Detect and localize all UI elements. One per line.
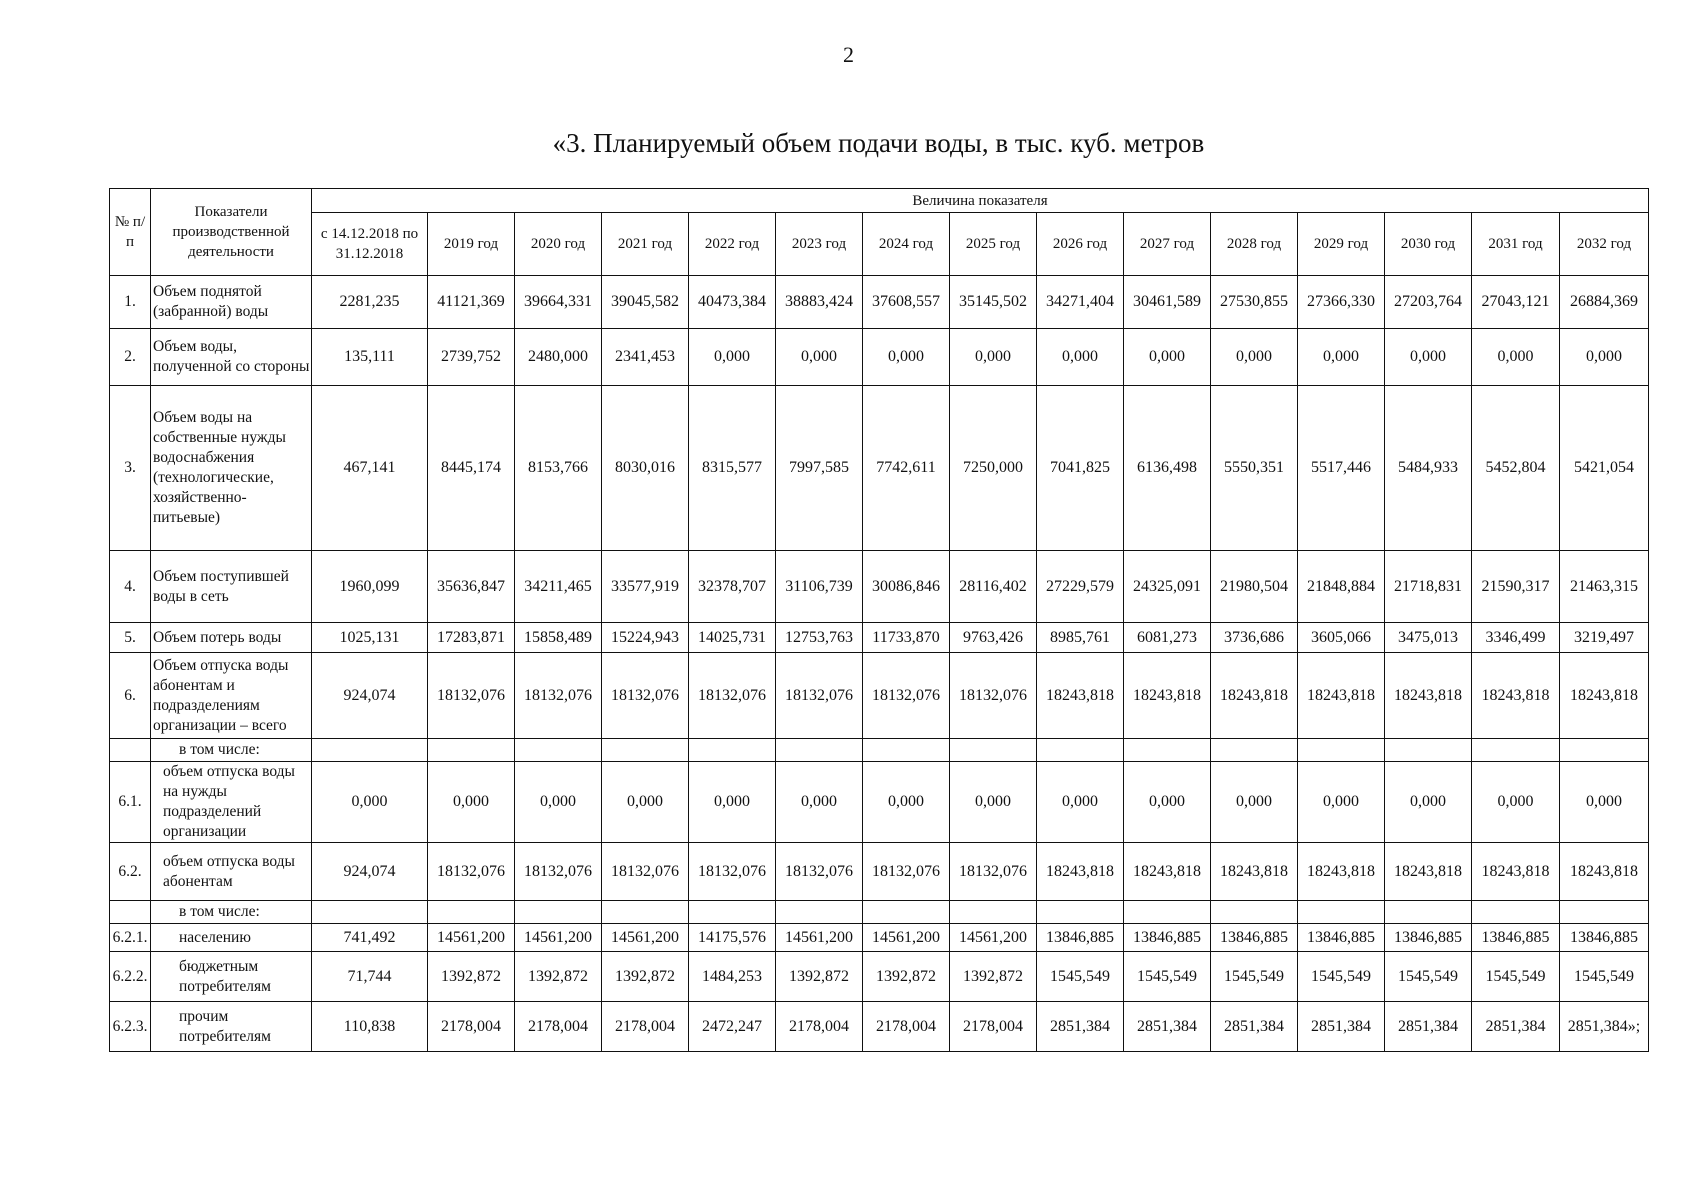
value-cell: 18132,076 bbox=[863, 843, 950, 901]
value-cell: 13846,885 bbox=[1298, 924, 1385, 952]
value-cell: 35636,847 bbox=[428, 551, 515, 623]
value-cell bbox=[1560, 739, 1649, 762]
value-cell: 2851,384 bbox=[1385, 1002, 1472, 1052]
value-cell bbox=[689, 901, 776, 924]
header-period: 2032 год bbox=[1560, 213, 1649, 276]
value-cell: 2178,004 bbox=[863, 1002, 950, 1052]
value-cell: 15224,943 bbox=[602, 623, 689, 653]
value-cell: 0,000 bbox=[1560, 762, 1649, 843]
value-cell: 5517,446 bbox=[1298, 386, 1385, 551]
value-cell: 18243,818 bbox=[1298, 843, 1385, 901]
value-cell: 2178,004 bbox=[515, 1002, 602, 1052]
value-cell bbox=[689, 739, 776, 762]
value-cell: 14561,200 bbox=[776, 924, 863, 952]
value-cell bbox=[1037, 901, 1124, 924]
value-cell bbox=[1560, 901, 1649, 924]
row-label: Объем поднятой (забранной) воды bbox=[151, 276, 312, 329]
value-cell: 2281,235 bbox=[312, 276, 428, 329]
value-cell: 27203,764 bbox=[1385, 276, 1472, 329]
header-period: 2019 год bbox=[428, 213, 515, 276]
value-cell: 2472,247 bbox=[689, 1002, 776, 1052]
value-cell bbox=[950, 739, 1037, 762]
header-period: 2022 год bbox=[689, 213, 776, 276]
header-period: с 14.12.2018 по 31.12.2018 bbox=[312, 213, 428, 276]
value-cell: 37608,557 bbox=[863, 276, 950, 329]
value-cell: 18132,076 bbox=[950, 653, 1037, 739]
table-row bbox=[110, 551, 1649, 623]
value-cell: 18243,818 bbox=[1472, 843, 1560, 901]
value-cell: 110,838 bbox=[312, 1002, 428, 1052]
value-cell: 8153,766 bbox=[515, 386, 602, 551]
table-row bbox=[110, 952, 1649, 1002]
value-cell: 1545,549 bbox=[1560, 952, 1649, 1002]
value-cell: 27229,579 bbox=[1037, 551, 1124, 623]
table-row bbox=[110, 762, 1649, 843]
value-cell: 18243,818 bbox=[1472, 653, 1560, 739]
value-cell: 18243,818 bbox=[1385, 653, 1472, 739]
value-cell bbox=[428, 739, 515, 762]
value-cell: 0,000 bbox=[1211, 329, 1298, 386]
header-period: 2023 год bbox=[776, 213, 863, 276]
row-label: населению bbox=[151, 924, 312, 952]
value-cell: 21848,884 bbox=[1298, 551, 1385, 623]
value-cell: 18243,818 bbox=[1298, 653, 1385, 739]
value-cell: 7742,611 bbox=[863, 386, 950, 551]
value-cell: 0,000 bbox=[689, 762, 776, 843]
value-cell: 1545,549 bbox=[1298, 952, 1385, 1002]
value-cell: 18243,818 bbox=[1211, 843, 1298, 901]
value-cell: 21463,315 bbox=[1560, 551, 1649, 623]
value-cell: 135,111 bbox=[312, 329, 428, 386]
value-cell: 1392,872 bbox=[950, 952, 1037, 1002]
row-number: 6.2. bbox=[110, 843, 151, 901]
row-number: 3. bbox=[110, 386, 151, 551]
value-cell bbox=[1211, 901, 1298, 924]
value-cell: 8445,174 bbox=[428, 386, 515, 551]
value-cell: 18132,076 bbox=[863, 653, 950, 739]
value-cell: 924,074 bbox=[312, 653, 428, 739]
value-cell: 31106,739 bbox=[776, 551, 863, 623]
value-cell: 1545,549 bbox=[1037, 952, 1124, 1002]
value-cell bbox=[863, 739, 950, 762]
row-number: 6.1. bbox=[110, 762, 151, 843]
value-cell: 14025,731 bbox=[689, 623, 776, 653]
value-cell: 18243,818 bbox=[1211, 653, 1298, 739]
value-cell: 21590,317 bbox=[1472, 551, 1560, 623]
value-cell: 0,000 bbox=[1124, 762, 1211, 843]
row-number: 6.2.3. bbox=[110, 1002, 151, 1052]
value-cell: 1545,549 bbox=[1124, 952, 1211, 1002]
header-period: 2028 год bbox=[1211, 213, 1298, 276]
value-cell: 13846,885 bbox=[1037, 924, 1124, 952]
value-cell: 0,000 bbox=[1560, 329, 1649, 386]
value-cell bbox=[515, 901, 602, 924]
value-cell bbox=[1124, 739, 1211, 762]
row-label: Объем потерь воды bbox=[151, 623, 312, 653]
value-cell: 18132,076 bbox=[428, 843, 515, 901]
value-cell: 27366,330 bbox=[1298, 276, 1385, 329]
value-cell: 11733,870 bbox=[863, 623, 950, 653]
value-cell: 1392,872 bbox=[602, 952, 689, 1002]
value-cell: 32378,707 bbox=[689, 551, 776, 623]
value-cell bbox=[602, 739, 689, 762]
value-cell: 2851,384 bbox=[1124, 1002, 1211, 1052]
value-cell: 0,000 bbox=[1124, 329, 1211, 386]
value-cell: 18243,818 bbox=[1124, 843, 1211, 901]
row-number: 6. bbox=[110, 653, 151, 739]
value-cell: 18132,076 bbox=[602, 653, 689, 739]
row-number bbox=[110, 739, 151, 762]
water-supply-table bbox=[109, 188, 1649, 1052]
header-period: 2024 год bbox=[863, 213, 950, 276]
value-cell: 18132,076 bbox=[689, 843, 776, 901]
header-period: 2031 год bbox=[1472, 213, 1560, 276]
value-cell: 14561,200 bbox=[515, 924, 602, 952]
value-cell: 28116,402 bbox=[950, 551, 1037, 623]
value-cell bbox=[1472, 901, 1560, 924]
value-cell: 2341,453 bbox=[602, 329, 689, 386]
row-label: объем отпуска воды на нужды подразделений организации bbox=[151, 762, 312, 843]
value-cell: 0,000 bbox=[1298, 329, 1385, 386]
value-cell: 15858,489 bbox=[515, 623, 602, 653]
table-row bbox=[110, 739, 1649, 762]
value-cell: 1392,872 bbox=[776, 952, 863, 1002]
header-period: 2030 год bbox=[1385, 213, 1472, 276]
value-cell: 3475,013 bbox=[1385, 623, 1472, 653]
header-period: 2027 год bbox=[1124, 213, 1211, 276]
value-cell: 0,000 bbox=[602, 762, 689, 843]
value-cell: 13846,885 bbox=[1560, 924, 1649, 952]
value-cell: 1025,131 bbox=[312, 623, 428, 653]
value-cell: 18243,818 bbox=[1037, 653, 1124, 739]
value-cell: 13846,885 bbox=[1124, 924, 1211, 952]
value-cell: 6081,273 bbox=[1124, 623, 1211, 653]
value-cell: 30461,589 bbox=[1124, 276, 1211, 329]
value-cell bbox=[1211, 739, 1298, 762]
value-cell: 40473,384 bbox=[689, 276, 776, 329]
value-cell: 2178,004 bbox=[602, 1002, 689, 1052]
value-cell: 1545,549 bbox=[1211, 952, 1298, 1002]
value-cell bbox=[1385, 739, 1472, 762]
value-cell: 2851,384 bbox=[1037, 1002, 1124, 1052]
value-cell: 0,000 bbox=[1211, 762, 1298, 843]
value-cell: 0,000 bbox=[1037, 329, 1124, 386]
value-cell: 0,000 bbox=[428, 762, 515, 843]
value-cell: 2851,384 bbox=[1211, 1002, 1298, 1052]
value-cell: 18243,818 bbox=[1037, 843, 1124, 901]
value-cell: 0,000 bbox=[1385, 329, 1472, 386]
value-cell: 14175,576 bbox=[689, 924, 776, 952]
value-cell: 0,000 bbox=[776, 329, 863, 386]
value-cell bbox=[1298, 901, 1385, 924]
value-cell: 0,000 bbox=[515, 762, 602, 843]
row-label: Объем отпуска воды абонентам и подразделениям организации – всего bbox=[151, 653, 312, 739]
value-cell: 18132,076 bbox=[428, 653, 515, 739]
table-row bbox=[110, 901, 1649, 924]
header-num: № п/п bbox=[110, 189, 151, 276]
value-cell: 27530,855 bbox=[1211, 276, 1298, 329]
value-cell: 467,141 bbox=[312, 386, 428, 551]
value-cell: 0,000 bbox=[1472, 329, 1560, 386]
value-cell: 18132,076 bbox=[776, 653, 863, 739]
value-cell: 0,000 bbox=[863, 329, 950, 386]
value-cell bbox=[602, 901, 689, 924]
value-cell: 2851,384 bbox=[1298, 1002, 1385, 1052]
value-cell bbox=[312, 901, 428, 924]
value-cell: 1484,253 bbox=[689, 952, 776, 1002]
value-cell: 21980,504 bbox=[1211, 551, 1298, 623]
value-cell bbox=[863, 901, 950, 924]
value-cell: 0,000 bbox=[1037, 762, 1124, 843]
header-period: 2029 год bbox=[1298, 213, 1385, 276]
value-cell: 41121,369 bbox=[428, 276, 515, 329]
value-cell: 18132,076 bbox=[602, 843, 689, 901]
value-cell: 9763,426 bbox=[950, 623, 1037, 653]
value-cell: 2178,004 bbox=[428, 1002, 515, 1052]
value-cell: 12753,763 bbox=[776, 623, 863, 653]
value-cell bbox=[1385, 901, 1472, 924]
value-cell bbox=[776, 901, 863, 924]
value-cell: 21718,831 bbox=[1385, 551, 1472, 623]
value-cell: 0,000 bbox=[1298, 762, 1385, 843]
header-indicators: Показатели производственной деятельности bbox=[151, 189, 312, 276]
value-cell bbox=[1298, 739, 1385, 762]
value-cell: 34271,404 bbox=[1037, 276, 1124, 329]
row-label: Объем воды, полученной со стороны bbox=[151, 329, 312, 386]
header-period: 2020 год bbox=[515, 213, 602, 276]
value-cell: 14561,200 bbox=[428, 924, 515, 952]
value-cell: 5550,351 bbox=[1211, 386, 1298, 551]
value-cell: 2739,752 bbox=[428, 329, 515, 386]
value-cell bbox=[1037, 739, 1124, 762]
value-cell: 39664,331 bbox=[515, 276, 602, 329]
header-value-group: Величина показателя bbox=[312, 189, 1649, 213]
value-cell bbox=[1124, 901, 1211, 924]
row-number: 6.2.1. bbox=[110, 924, 151, 952]
row-number: 2. bbox=[110, 329, 151, 386]
value-cell: 26884,369 bbox=[1560, 276, 1649, 329]
value-cell: 35145,502 bbox=[950, 276, 1037, 329]
value-cell: 18243,818 bbox=[1124, 653, 1211, 739]
table-row bbox=[110, 329, 1649, 386]
row-label: в том числе: bbox=[151, 739, 312, 762]
value-cell: 17283,871 bbox=[428, 623, 515, 653]
value-cell: 924,074 bbox=[312, 843, 428, 901]
value-cell: 24325,091 bbox=[1124, 551, 1211, 623]
value-cell: 13846,885 bbox=[1472, 924, 1560, 952]
value-cell: 5421,054 bbox=[1560, 386, 1649, 551]
value-cell: 38883,424 bbox=[776, 276, 863, 329]
value-cell: 0,000 bbox=[863, 762, 950, 843]
value-cell: 741,492 bbox=[312, 924, 428, 952]
value-cell: 1545,549 bbox=[1385, 952, 1472, 1002]
value-cell: 18243,818 bbox=[1385, 843, 1472, 901]
header-period: 2025 год bbox=[950, 213, 1037, 276]
table-row bbox=[110, 623, 1649, 653]
value-cell: 0,000 bbox=[689, 329, 776, 386]
value-cell: 2178,004 bbox=[950, 1002, 1037, 1052]
table-row bbox=[110, 386, 1649, 551]
row-number: 5. bbox=[110, 623, 151, 653]
value-cell: 3605,066 bbox=[1298, 623, 1385, 653]
value-cell bbox=[515, 739, 602, 762]
value-cell: 18243,818 bbox=[1560, 843, 1649, 901]
row-number: 4. bbox=[110, 551, 151, 623]
header-period: 2026 год bbox=[1037, 213, 1124, 276]
table-row bbox=[110, 843, 1649, 901]
value-cell: 1392,872 bbox=[428, 952, 515, 1002]
value-cell: 5452,804 bbox=[1472, 386, 1560, 551]
value-cell bbox=[950, 901, 1037, 924]
value-cell bbox=[776, 739, 863, 762]
value-cell: 18132,076 bbox=[776, 843, 863, 901]
value-cell bbox=[1472, 739, 1560, 762]
row-label: в том числе: bbox=[151, 901, 312, 924]
value-cell: 3219,497 bbox=[1560, 623, 1649, 653]
value-cell: 0,000 bbox=[950, 329, 1037, 386]
table-row bbox=[110, 1002, 1649, 1052]
value-cell: 0,000 bbox=[1472, 762, 1560, 843]
value-cell: 8315,577 bbox=[689, 386, 776, 551]
value-cell: 33577,919 bbox=[602, 551, 689, 623]
row-number bbox=[110, 901, 151, 924]
value-cell: 1392,872 bbox=[863, 952, 950, 1002]
row-label: Объем воды на собственные нужды водоснабжения (технологические, хозяйственно-питьевые) bbox=[151, 386, 312, 551]
row-label: бюджетным потребителям bbox=[151, 952, 312, 1002]
row-label: прочим потребителям bbox=[151, 1002, 312, 1052]
value-cell: 30086,846 bbox=[863, 551, 950, 623]
value-cell: 34211,465 bbox=[515, 551, 602, 623]
value-cell: 3346,499 bbox=[1472, 623, 1560, 653]
value-cell: 1960,099 bbox=[312, 551, 428, 623]
value-cell: 5484,933 bbox=[1385, 386, 1472, 551]
value-cell bbox=[428, 901, 515, 924]
value-cell: 6136,498 bbox=[1124, 386, 1211, 551]
value-cell: 0,000 bbox=[312, 762, 428, 843]
value-cell: 8985,761 bbox=[1037, 623, 1124, 653]
value-cell: 14561,200 bbox=[602, 924, 689, 952]
page-number: 2 bbox=[843, 42, 854, 67]
row-number: 1. bbox=[110, 276, 151, 329]
value-cell: 18132,076 bbox=[515, 653, 602, 739]
value-cell: 1392,872 bbox=[515, 952, 602, 1002]
value-cell bbox=[312, 739, 428, 762]
value-cell: 2178,004 bbox=[776, 1002, 863, 1052]
value-cell: 13846,885 bbox=[1211, 924, 1298, 952]
table-row bbox=[110, 276, 1649, 329]
table-row bbox=[110, 653, 1649, 739]
value-cell: 71,744 bbox=[312, 952, 428, 1002]
header-period: 2021 год bbox=[602, 213, 689, 276]
value-cell: 14561,200 bbox=[863, 924, 950, 952]
value-cell: 18132,076 bbox=[689, 653, 776, 739]
row-number: 6.2.2. bbox=[110, 952, 151, 1002]
value-cell: 7250,000 bbox=[950, 386, 1037, 551]
value-cell: 27043,121 bbox=[1472, 276, 1560, 329]
value-cell: 2480,000 bbox=[515, 329, 602, 386]
value-cell: 3736,686 bbox=[1211, 623, 1298, 653]
value-cell: 2851,384 bbox=[1472, 1002, 1560, 1052]
value-cell: 7041,825 bbox=[1037, 386, 1124, 551]
value-cell: 1545,549 bbox=[1472, 952, 1560, 1002]
value-cell: 2851,384»; bbox=[1560, 1002, 1649, 1052]
value-cell: 18243,818 bbox=[1560, 653, 1649, 739]
value-cell: 18132,076 bbox=[515, 843, 602, 901]
value-cell: 18132,076 bbox=[950, 843, 1037, 901]
value-cell: 14561,200 bbox=[950, 924, 1037, 952]
value-cell: 0,000 bbox=[1385, 762, 1472, 843]
value-cell: 0,000 bbox=[776, 762, 863, 843]
row-label: Объем поступившей воды в сеть bbox=[151, 551, 312, 623]
document-title: «3. Планируемый объем подачи воды, в тыс. куб. метров bbox=[552, 128, 1205, 158]
value-cell: 0,000 bbox=[950, 762, 1037, 843]
value-cell: 39045,582 bbox=[602, 276, 689, 329]
value-cell: 7997,585 bbox=[776, 386, 863, 551]
value-cell: 8030,016 bbox=[602, 386, 689, 551]
row-label: объем отпуска воды абонентам bbox=[151, 843, 312, 901]
table-row bbox=[110, 924, 1649, 952]
value-cell: 13846,885 bbox=[1385, 924, 1472, 952]
